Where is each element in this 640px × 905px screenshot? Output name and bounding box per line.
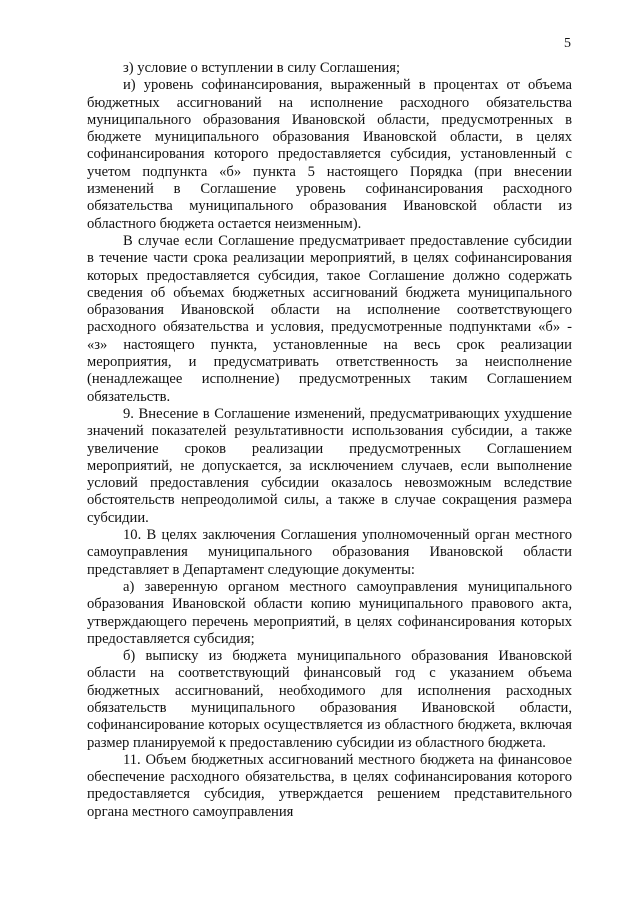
paragraph-clause-10-b: б) выписку из бюджета муниципального образования Ивановской области на соответствующий финансовый год с указанием объема бюджетных ассигнований, необходимого для исполнения расходных обязательств муниципального образования Ивановской области, софинансирование которых осуществляется из областного бюджета, включая размер планируемой к предоставлению субсидии из областного бюджета. — [87, 648, 572, 751]
page-number: 5 — [564, 36, 571, 51]
paragraph-clause-9: 9. Внесение в Соглашение изменений, предусматривающих ухудшение значений показателей результативности использования субсидии, а также увеличение сроков реализации предусмотренных Соглашением мероприятий, не допускается, за исключением случаев, если выполнение условий предоставления субсидии оказалось невозможным вследствие обстоятельств непреодолимой силы, а также в случае сокращения размера субсидии. — [87, 405, 572, 526]
paragraph-clause-10: 10. В целях заключения Соглашения уполномоченный орган местного самоуправления муниципального образования Ивановской области представляет в Департамент следующие документы: — [87, 527, 572, 578]
paragraph-clause-11: 11. Объем бюджетных ассигнований местного бюджета на финансовое обеспечение расходного обязательства, в целях софинансирования которого предоставляется субсидия, утверждается решением представительного органа местного самоуправления — [87, 751, 572, 820]
paragraph-clause-10-a: а) заверенную органом местного самоуправления муниципального образования Ивановской области копию муниципального правового акта, утверждающего перечень мероприятий, в целях софинансирования которых предоставляется субсидия; — [87, 578, 572, 647]
paragraph-subpoint-i: и) уровень софинансирования, выраженный в процентах от объема бюджетных ассигнований на исполнение расходного обязательства муниципального образования Ивановской области, предусмотренных в бюджете муниципального образования Ивановской области, в целях софинансирования которого предоставляется субсидия, установленный с учетом подпункта «б» пункта 5 настоящего Порядка (при внесении изменений в Соглашение уровень софинансирования расходного обязательства муниципального образования Ивановской области из областного бюджета остается неизменным). — [87, 77, 572, 232]
paragraph-partial-term-case: В случае если Соглашение предусматривает предоставление субсидии в течение части срока реализации мероприятий, в целях софинансирования которых предоставляется субсидия, такое Соглашение должно содержать сведения об объемах бюджетных ассигнований бюджета муниципального образования Ивановской области на исполнение соответствующего расходного обязательства и условия, предусмотренные подпунктами «б» - «з» настоящего пункта, установленные на весь срок реализации мероприятия, и предусматривать ответственность за неисполнение (ненадлежащее исполнение) предусмотренных таким Соглашением обязательств. — [87, 232, 572, 405]
document-body — [87, 60, 572, 821]
paragraph-subpoint-z: з) условие о вступлении в силу Соглашения; — [123, 60, 401, 76]
